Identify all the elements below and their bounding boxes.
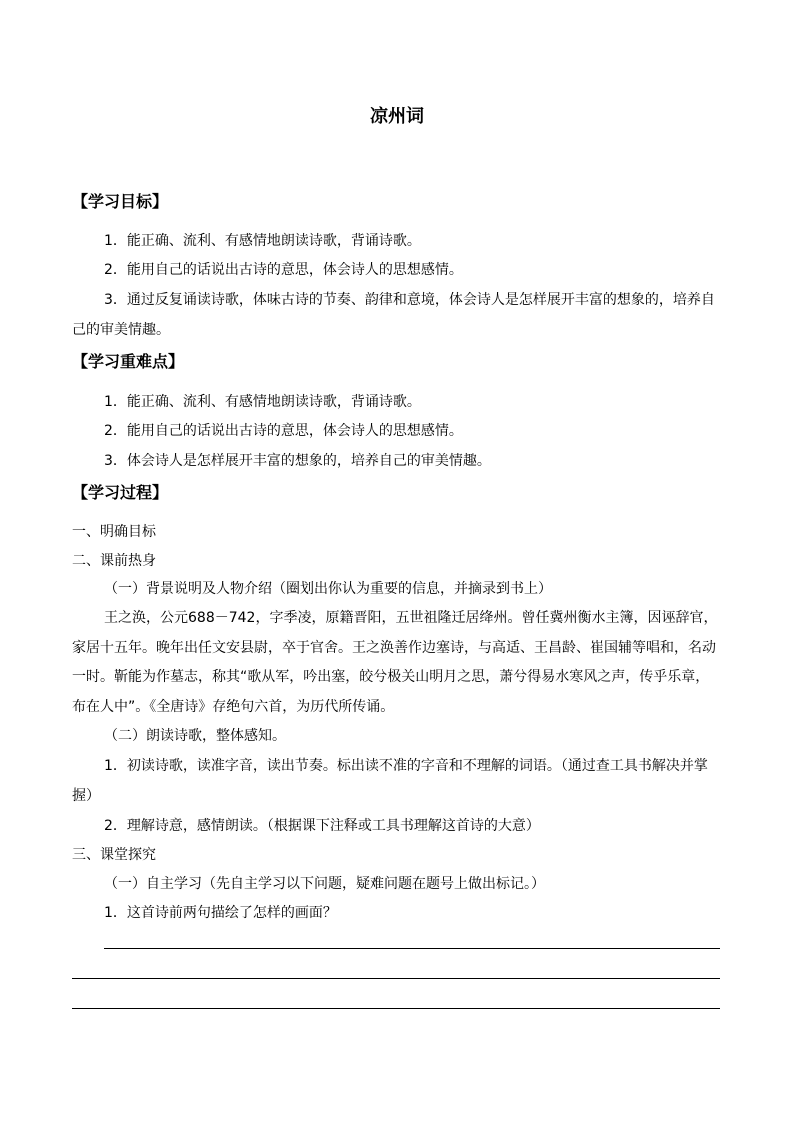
subsection-reading: （二）朗读诗歌，整体感知。 bbox=[104, 728, 286, 744]
key-point-item-3: 3．体会诗人是怎样展开丰富的想象的，培养自己的审美情趣。 bbox=[104, 453, 491, 469]
page-title: 凉州词 bbox=[370, 106, 424, 127]
objectives-heading: 【学习目标】 bbox=[72, 192, 169, 211]
reading-step-1: 1．初读诗歌，读准字音，读出节奏。标出读不准的字音和不理解的词语。（通过查工具书解决并掌握） bbox=[72, 758, 708, 804]
section-classroom-inquiry: 三、课堂探究 bbox=[72, 847, 156, 863]
answer-line-2 bbox=[72, 978, 720, 979]
objective-item-1: 1．能正确、流利、有感情地朗读诗歌，背诵诗歌。 bbox=[104, 233, 421, 249]
subsection-background: （一）背景说明及人物介绍（圈划出你认为重要的信息，并摘录到书上） bbox=[104, 581, 552, 597]
reading-step-2: 2．理解诗意，感情朗读。（根据课下注释或工具书理解这首诗的大意） bbox=[104, 818, 540, 834]
key-points-heading: 【学习重难点】 bbox=[72, 352, 185, 371]
process-heading: 【学习过程】 bbox=[72, 483, 169, 502]
question-1: 1．这首诗前两句描绘了怎样的画面？ bbox=[104, 905, 337, 921]
answer-line-1 bbox=[104, 948, 720, 949]
objective-item-2: 2．能用自己的话说出古诗的意思，体会诗人的思想感情。 bbox=[104, 262, 463, 278]
section-clarify-goals: 一、明确目标 bbox=[72, 524, 156, 540]
subsection-self-study: （一）自主学习（先自主学习以下问题，疑难问题在题号上做出标记。） bbox=[104, 876, 545, 892]
section-warmup: 二、课前热身 bbox=[72, 553, 156, 569]
key-point-item-1: 1．能正确、流利、有感情地朗读诗歌，背诵诗歌。 bbox=[104, 394, 421, 410]
objective-item-3: 3．通过反复诵读诗歌，体味古诗的节奏、韵律和意境，体会诗人是怎样展开丰富的想象的，培养自己的审美情趣。 bbox=[72, 292, 715, 338]
answer-line-3 bbox=[72, 1008, 720, 1009]
key-point-item-2: 2．能用自己的话说出古诗的意思，体会诗人的思想感情。 bbox=[104, 423, 463, 439]
author-bio-paragraph: 王之涣，公元688－742，字季凌，原籍晋阳，五世祖隆迁居绛州。曾任冀州衡水主簿，因诬辞官，家居十五年。晚年出任文安县尉，卒于官舍。王之涣善作边塞诗，与高适、王昌龄、崔国辅等唱和，名动一时。靳能为作墓志，称其“歌从军，吟出塞，皎兮极关山明月之思，萧兮得易水寒风之声，传乎乐章，布在人中”。《全唐诗》存绝句六首，为历代所传诵。 bbox=[72, 610, 718, 715]
